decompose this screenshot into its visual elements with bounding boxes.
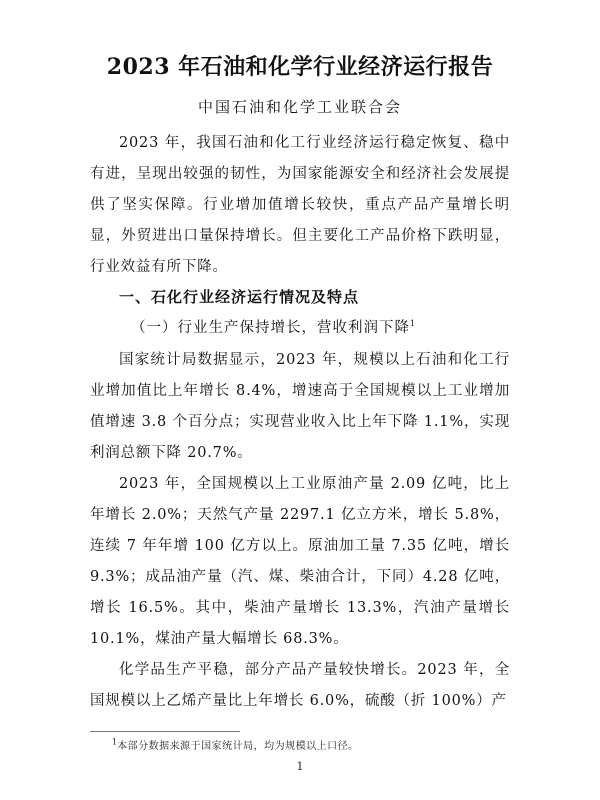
footnote-ref: 1 [410,319,416,329]
body-paragraph-3: 化学品生产平稳，部分产品产量较快增长。2023 年，全国规模以上乙烯产量比上年增长 6.0%，硫酸（折 100%）产 [90,662,510,709]
footnote [112,737,359,752]
section-heading: 一、石化行业经济运行情况及特点 [119,288,360,306]
organization-name: 中国石油和化学工业联合会 [197,98,402,116]
intro-paragraph: 2023 年，我国石油和化工行业经济运行稳定恢复、稳中有进，呈现出较强的韧性，为国家能源安全和经济社会发展提供了坚实保障。行业增加值增长较快，重点产品产量增长明显，外贸进出口量保持增长。但主要化工产品价格下跌明显，行业效益有所下降。 [90,135,510,275]
body-paragraph-2: 2023 年，全国规模以上工业原油产量 2.09 亿吨，比上年增长 2.0%；天然气产量 2297.1 亿立方米，增长 5.8%，连续 7 年年增 100 亿方以上。原油加工量 7.35 亿吨，增长 9.3%；成品油产量（汽、煤、柴油合计，下同）4.28 亿吨，增长 16.5%。其中，柴油产量增长 13.3%，汽油产量增长 10.1%，煤油产量大幅增长 68.3%。 [90,476,510,647]
footnote-divider [90,731,240,732]
footnote-marker: 1 [112,737,118,747]
footnote-text: 本部分数据来源于国家统计局，均为规模以上口径。 [117,741,359,752]
body-paragraph-1: 国家统计局数据显示，2023 年，规模以上石油和化工行业增加值比上年增长 8.4%，增速高于全国规模以上工业增加值增速 3.8 个百分点；实现营业收入比上年下降 1.1%，实现利润总额下降 20.7%。 [90,352,510,461]
report-title: 2023 年石油和化学行业经济运行报告 [106,54,494,80]
page-number: 1 [296,760,304,773]
subsection-heading-text: （一）行业生产保持增长，营收利润下降 [131,320,410,336]
subsection-heading [131,316,415,337]
